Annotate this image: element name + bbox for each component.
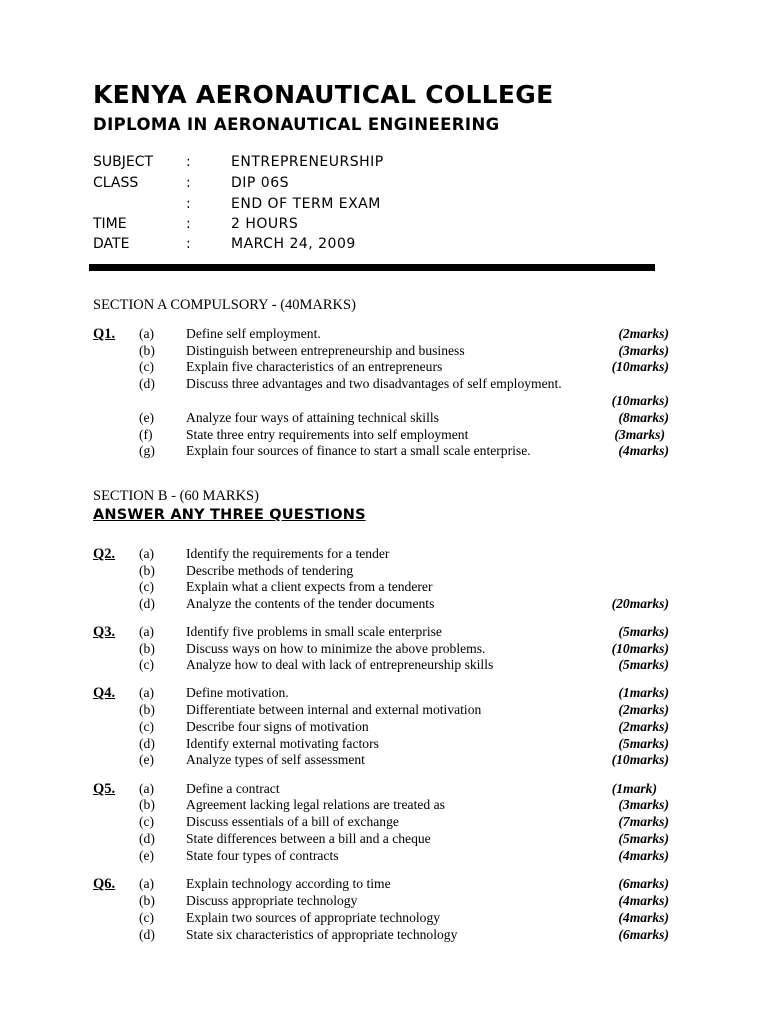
info-colon: : bbox=[186, 216, 191, 232]
question-label-q1: Q1. bbox=[93, 326, 116, 342]
question-line bbox=[0, 579, 768, 596]
part-marks: (4marks) bbox=[618, 893, 669, 908]
part-letter: (d) bbox=[139, 736, 155, 751]
question-line bbox=[0, 393, 768, 410]
question-line bbox=[0, 814, 768, 831]
question-line bbox=[0, 359, 768, 376]
question-label-q6: Q6. bbox=[93, 876, 116, 892]
part-letter: (c) bbox=[139, 910, 155, 925]
info-colon: : bbox=[186, 154, 191, 170]
header-divider bbox=[89, 264, 655, 271]
part-marks: (8marks) bbox=[618, 410, 669, 425]
part-letter: (b) bbox=[139, 797, 155, 812]
part-text: Discuss three advantages and two disadvantages of self employment. bbox=[186, 376, 562, 391]
question-line bbox=[0, 427, 768, 444]
part-text: Explain two sources of appropriate technology bbox=[186, 910, 441, 925]
part-letter: (d) bbox=[139, 927, 155, 942]
part-text: Explain four sources of finance to start a small scale enterprise. bbox=[186, 443, 531, 458]
info-value: 2 HOURS bbox=[231, 216, 299, 232]
question-line bbox=[0, 376, 768, 393]
question-line bbox=[0, 546, 768, 563]
part-marks: (7marks) bbox=[618, 814, 669, 829]
question-line bbox=[0, 624, 768, 641]
part-letter: (e) bbox=[139, 410, 155, 425]
part-text: State four types of contracts bbox=[186, 848, 339, 863]
info-colon: : bbox=[186, 196, 191, 212]
info-value: ENTREPRENEURSHIP bbox=[231, 154, 384, 170]
part-marks: (5marks) bbox=[618, 831, 669, 846]
part-text: Define a contract bbox=[186, 781, 280, 796]
part-text: Analyze the contents of the tender documents bbox=[186, 596, 435, 611]
part-marks: (5marks) bbox=[618, 624, 669, 639]
part-marks: (2marks) bbox=[618, 719, 669, 734]
question-line bbox=[0, 797, 768, 814]
question-label-q5: Q5. bbox=[93, 781, 116, 797]
part-marks: (5marks) bbox=[618, 657, 669, 672]
question-line bbox=[0, 685, 768, 702]
part-text: Define self employment. bbox=[186, 326, 321, 341]
question-line bbox=[0, 752, 768, 769]
info-value: END OF TERM EXAM bbox=[231, 196, 381, 212]
question-line bbox=[0, 893, 768, 910]
question-line bbox=[0, 657, 768, 674]
part-marks: (10marks) bbox=[611, 359, 669, 374]
part-text: Explain technology according to time bbox=[186, 876, 391, 891]
diploma-title: DIPLOMA IN AERONAUTICAL ENGINEERING bbox=[93, 115, 500, 134]
part-text: Analyze types of self assessment bbox=[186, 752, 365, 767]
part-letter: (b) bbox=[139, 343, 155, 358]
section-b-heading: SECTION B - (60 MARKS) bbox=[93, 488, 259, 504]
question-label-q3: Q3. bbox=[93, 624, 116, 640]
part-text: Describe methods of tendering bbox=[186, 563, 354, 578]
part-text: Discuss ways on how to minimize the above problems. bbox=[186, 641, 486, 656]
part-text: Differentiate between internal and external motivation bbox=[186, 702, 482, 717]
question-line bbox=[0, 876, 768, 893]
part-text: State six characteristics of appropriate technology bbox=[186, 927, 458, 942]
question-line bbox=[0, 443, 768, 460]
part-text: Identify external motivating factors bbox=[186, 736, 379, 751]
info-colon: : bbox=[186, 236, 191, 252]
part-text: Define motivation. bbox=[186, 685, 289, 700]
part-letter: (g) bbox=[139, 443, 155, 458]
info-key: CLASS bbox=[93, 175, 139, 191]
info-colon: : bbox=[186, 175, 191, 191]
part-text: Analyze four ways of attaining technical skills bbox=[186, 410, 439, 425]
part-marks: (3marks) bbox=[614, 427, 665, 442]
part-letter: (c) bbox=[139, 579, 155, 594]
part-text: Discuss essentials of a bill of exchange bbox=[186, 814, 399, 829]
part-text: Describe four signs of motivation bbox=[186, 719, 369, 734]
part-marks: (3marks) bbox=[618, 797, 669, 812]
part-marks: (6marks) bbox=[618, 927, 669, 942]
part-marks: (10marks) bbox=[611, 752, 669, 767]
question-line bbox=[0, 781, 768, 798]
part-letter: (b) bbox=[139, 563, 155, 578]
part-letter: (d) bbox=[139, 596, 155, 611]
info-key: DATE bbox=[93, 236, 130, 252]
part-text: Identify the requirements for a tender bbox=[186, 546, 390, 561]
part-text: Discuss appropriate technology bbox=[186, 893, 358, 908]
part-marks: (5marks) bbox=[618, 736, 669, 751]
question-line bbox=[0, 563, 768, 580]
part-marks: (1mark) bbox=[611, 781, 657, 796]
question-line bbox=[0, 343, 768, 360]
question-line bbox=[0, 848, 768, 865]
part-letter: (a) bbox=[139, 876, 155, 891]
part-letter: (c) bbox=[139, 814, 155, 829]
info-key: TIME bbox=[93, 216, 127, 232]
part-marks: (10marks) bbox=[611, 641, 669, 656]
question-line bbox=[0, 927, 768, 944]
part-letter: (d) bbox=[139, 376, 155, 391]
part-text: Analyze how to deal with lack of entrepreneurship skills bbox=[186, 657, 494, 672]
part-marks: (10marks) bbox=[611, 393, 669, 408]
part-letter: (b) bbox=[139, 702, 155, 717]
question-line bbox=[0, 719, 768, 736]
question-line bbox=[0, 831, 768, 848]
part-text: Explain what a client expects from a tenderer bbox=[186, 579, 433, 594]
part-marks: (1marks) bbox=[618, 685, 669, 700]
question-line bbox=[0, 641, 768, 658]
part-marks: (2marks) bbox=[618, 326, 669, 341]
question-line bbox=[0, 410, 768, 427]
part-letter: (e) bbox=[139, 848, 155, 863]
question-label-q2: Q2. bbox=[93, 546, 116, 562]
part-letter: (a) bbox=[139, 546, 155, 561]
part-text: State differences between a bill and a cheque bbox=[186, 831, 431, 846]
question-line bbox=[0, 596, 768, 613]
part-letter: (e) bbox=[139, 752, 155, 767]
question-line bbox=[0, 326, 768, 343]
part-marks: (2marks) bbox=[618, 702, 669, 717]
part-text: Agreement lacking legal relations are treated as bbox=[186, 797, 445, 812]
question-line bbox=[0, 702, 768, 719]
section-a-heading: SECTION A COMPULSORY - (40MARKS) bbox=[93, 297, 356, 313]
part-text: Explain five characteristics of an entrepreneurs bbox=[186, 359, 443, 374]
part-letter: (d) bbox=[139, 831, 155, 846]
part-letter: (b) bbox=[139, 893, 155, 908]
part-letter: (a) bbox=[139, 781, 155, 796]
part-marks: (6marks) bbox=[618, 876, 669, 891]
info-key: SUBJECT bbox=[93, 154, 154, 170]
part-letter: (c) bbox=[139, 359, 155, 374]
part-letter: (b) bbox=[139, 641, 155, 656]
part-text: Identify five problems in small scale enterprise bbox=[186, 624, 442, 639]
info-value: DIP 06S bbox=[231, 175, 290, 191]
part-text: State three entry requirements into self employment bbox=[186, 427, 469, 442]
part-letter: (a) bbox=[139, 326, 155, 341]
question-label-q4: Q4. bbox=[93, 685, 116, 701]
part-marks: (4marks) bbox=[618, 910, 669, 925]
part-marks: (4marks) bbox=[618, 848, 669, 863]
part-letter: (c) bbox=[139, 719, 155, 734]
part-letter: (c) bbox=[139, 657, 155, 672]
info-value: MARCH 24, 2009 bbox=[231, 236, 356, 252]
college-title: KENYA AERONAUTICAL COLLEGE bbox=[93, 80, 554, 109]
part-letter: (a) bbox=[139, 624, 155, 639]
question-line bbox=[0, 910, 768, 927]
part-letter: (a) bbox=[139, 685, 155, 700]
answer-instruction: ANSWER ANY THREE QUESTIONS bbox=[93, 507, 366, 523]
question-line bbox=[0, 736, 768, 753]
part-letter: (f) bbox=[139, 427, 153, 442]
part-marks: (4marks) bbox=[618, 443, 669, 458]
part-marks: (20marks) bbox=[611, 596, 669, 611]
part-text: Distinguish between entrepreneurship and business bbox=[186, 343, 465, 358]
part-marks: (3marks) bbox=[618, 343, 669, 358]
